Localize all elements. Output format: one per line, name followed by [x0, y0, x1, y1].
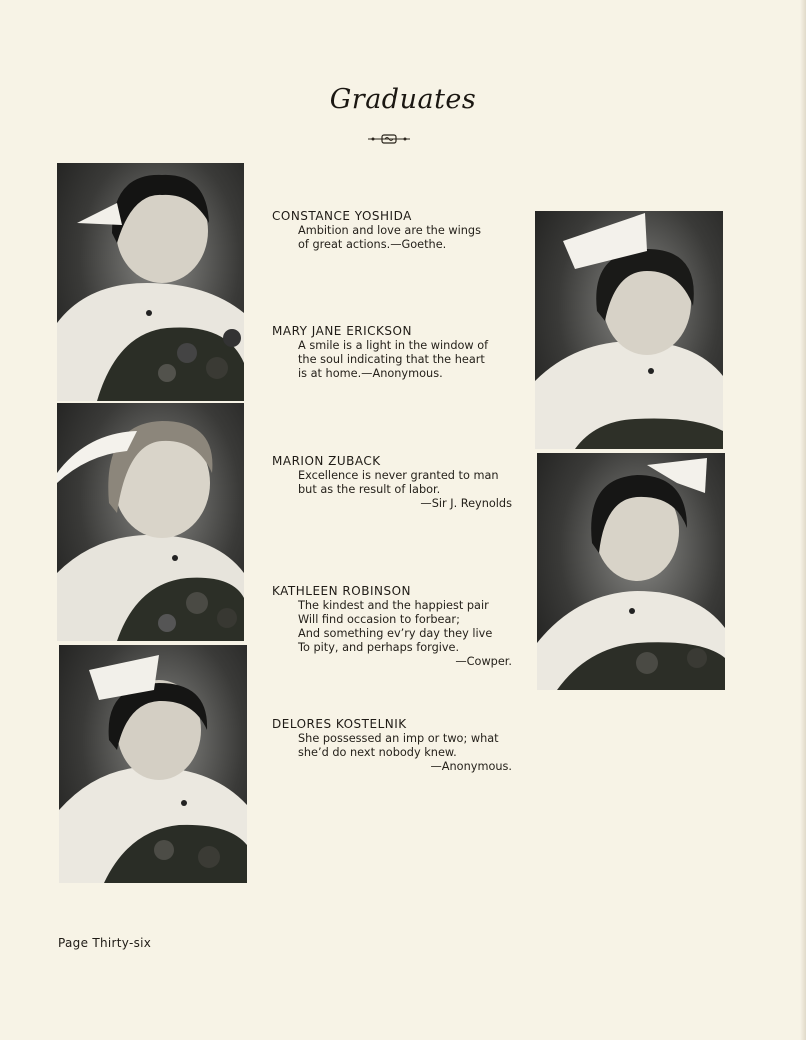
graduate-quote-line: A smile is a light in the window of — [298, 339, 489, 352]
portrait-mary-jane-erickson — [535, 211, 723, 449]
ornament-divider-icon — [368, 132, 410, 146]
graduate-entry — [272, 716, 512, 774]
graduate-quote-attribution: —Cowper. — [455, 655, 512, 668]
graduate-quote-line: The kindest and the happiest pair — [298, 599, 489, 612]
graduate-quote-line: And something ev’ry day they live — [298, 627, 493, 640]
graduate-quote-line: Will find occasion to forbear; — [298, 613, 460, 626]
portrait-constance-yoshida — [57, 163, 244, 401]
page-title: Graduates — [329, 84, 477, 115]
graduate-quote-line: she’d do next nobody knew. — [298, 746, 457, 759]
graduate-quote-line: Excellence is never granted to man — [298, 469, 499, 482]
portrait-marion-zuback — [57, 403, 244, 641]
graduate-quote-line: To pity, and perhaps forgive. — [298, 641, 460, 654]
graduate-quote-line: Ambition and love are the wings — [298, 224, 481, 237]
graduate-entry — [272, 583, 512, 669]
portrait-delores-kostelnik — [59, 645, 247, 883]
graduate-name: DELORES KOSTELNIK — [272, 717, 407, 731]
graduate-name: KATHLEEN ROBINSON — [272, 584, 411, 598]
graduate-quote-line: of great actions.—Goethe. — [298, 238, 447, 251]
graduate-name: MARY JANE ERICKSON — [272, 324, 412, 338]
graduate-entry — [272, 323, 512, 381]
graduate-quote-line: She possessed an imp or two; what — [298, 732, 499, 745]
graduate-quote-line: the soul indicating that the heart — [298, 353, 485, 366]
graduate-name: CONSTANCE YOSHIDA — [272, 209, 412, 223]
graduate-quote-attribution: —Sir J. Reynolds — [420, 497, 512, 510]
graduate-quote-line: but as the result of labor. — [298, 483, 441, 496]
page-number: Page Thirty-six — [58, 936, 152, 950]
graduate-entry — [272, 453, 512, 511]
graduate-name: MARION ZUBACK — [272, 454, 381, 468]
graduate-quote-line: is at home.—Anonymous. — [298, 367, 443, 380]
portrait-kathleen-robinson — [537, 453, 725, 690]
page-edge-shadow — [800, 0, 806, 1040]
graduate-entry — [272, 208, 512, 252]
graduate-quote-attribution: —Anonymous. — [430, 760, 512, 773]
